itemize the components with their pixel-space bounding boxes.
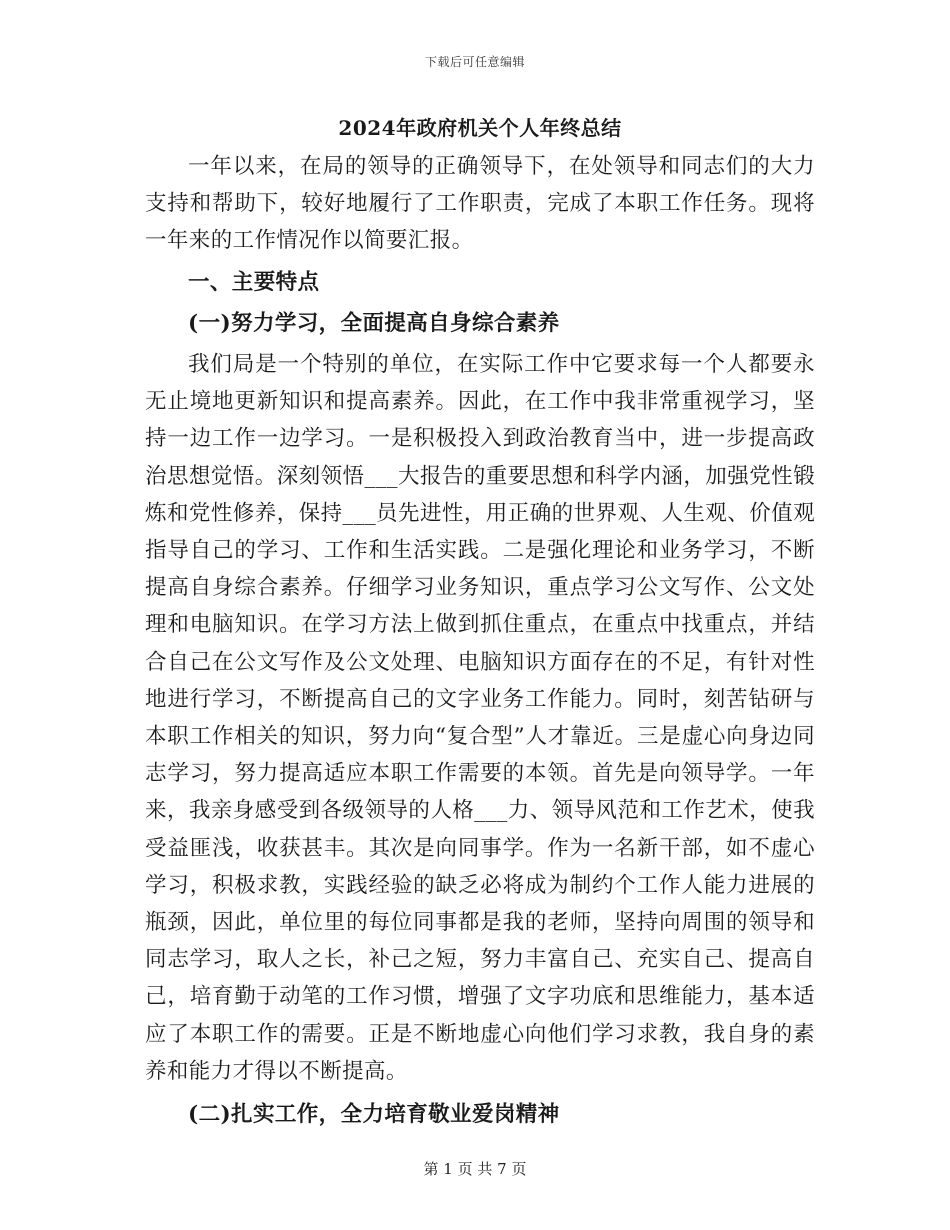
study-paragraph: 我们局是一个特别的单位，在实际工作中它要求每一个人都要永无止境地更新知识和提高素养。因此，在工作中我非常重视学习，坚持一边工作一边学习。一是积极投入到政治教育当中，进一步提高政治思想觉悟。深刻领悟___大报告的重要思想和科学内涵，加强党性锻炼和党性修养，保持___员先进性，用正确的世界观、人生观、价值观指导自己的学习、工作和生活实践。二是强化理论和业务学习，不断提高自身综合素养。仔细学习业务知识，重点学习公文写作、公文处理和电脑知识。在学习方法上做到抓住重点，在重点中找重点，并结合自己在公文写作及公文处理、电脑知识方面存在的不足，有针对性地进行学习，不断提高自己的文字业务工作能力。同时，刻苦钻研与本职工作相关的知识，努力向“复合型”人才靠近。三是虚心向身边同志学习，努力提高适应本职工作需要的本领。首先是向领导学。一年来，我亲身感受到各级领导的人格___力、领导风范和工作艺术，使我受益匪浅，收获甚丰。其次是向同事学。作为一名新干部，如不虚心学习，积极求教，实践经验的缺乏必将成为制约个工作人能力进展的瓶颈，因此，单位里的每位同事都是我的老师，坚持向周围的领导和同志学习，取人之长，补己之短，努力丰富自己、充实自己、提高自己，培育勤于动笔的工作习惯，增强了文字功底和思维能力，基本适应了本职工作的需要。正是不断地虚心向他们学习求教，我自身的素养和能力才得以不断提高。 [145, 352, 815, 1084]
section-heading-main-features: 一、主要特点 [188, 269, 320, 295]
subsection-heading-work: (二)扎实工作，全力培育敬业爱岗精神 [188, 1102, 560, 1128]
document-body [145, 112, 815, 1133]
header-note: 下载后可任意编辑 [424, 55, 525, 69]
document-title: 2024年政府机关个人年终总结 [338, 116, 622, 140]
page-indicator: 第 1 页 共 7 页 [423, 1160, 527, 1178]
intro-paragraph: 一年以来，在局的领导的正确领导下，在处领导和同志们的大力支持和帮助下，较好地履行了工作职责，完成了本职工作任务。现将一年来的工作情况作以简要汇报。 [145, 154, 815, 254]
subsection-heading-study: (一)努力学习，全面提高自身综合素养 [188, 310, 560, 336]
